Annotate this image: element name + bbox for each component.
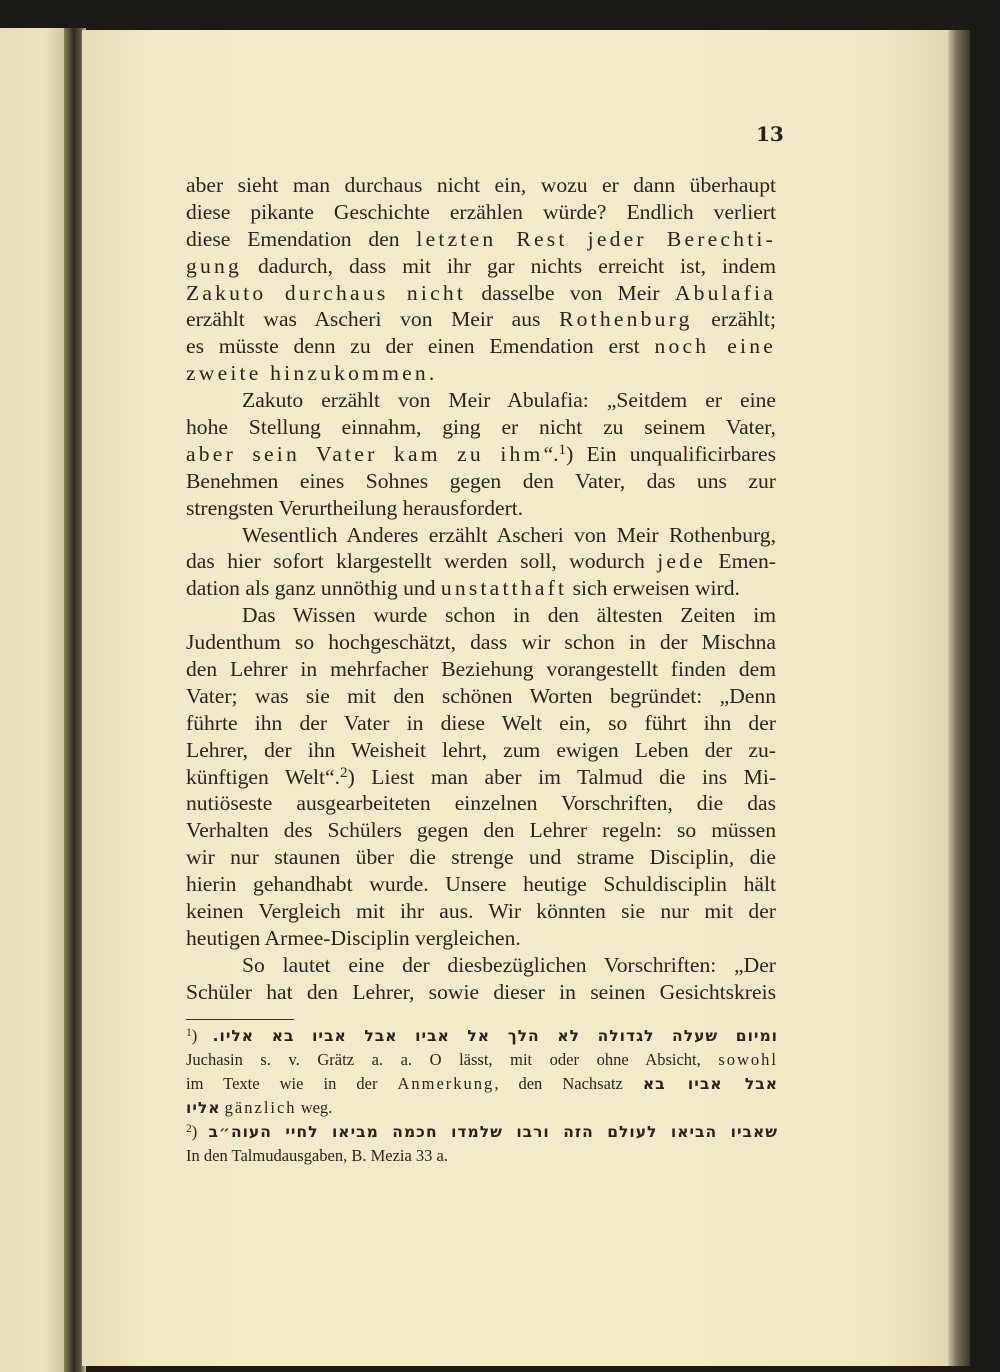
text-run: Lehrer, der ihn Weisheit lehrt, zum ewigen Leben der zu- xyxy=(186,737,776,762)
footnote-line xyxy=(186,1048,778,1072)
text-run: künftigen Welt“. xyxy=(186,764,341,789)
text-run: Vater; was sie mit den schönen Worten begründet: „Denn xyxy=(186,683,776,708)
text-run: noch eine xyxy=(654,334,776,359)
text-run: Wesentlich Anderes erzählt Ascheri von Meir Rothenburg, xyxy=(242,522,776,547)
text-line xyxy=(186,790,776,817)
text-run: den Lehrer in mehrfacher Beziehung vorangestellt finden dem xyxy=(186,657,776,682)
hebrew-quote: שאביו הביאו לעולם הזה ורבו שלמדו חכמה מביאו לחיי העוה״ב xyxy=(208,1123,778,1141)
footnote-marker: 1 xyxy=(186,1026,192,1039)
text-run: dation als ganz unnöthig und xyxy=(186,576,441,601)
text-run: es müsste denn zu der einen Emendation erst xyxy=(186,334,655,359)
text-run: unstatthaft xyxy=(440,576,568,601)
text-run: nutiöseste ausgearbeiteten einzelnen Vorschriften, die das xyxy=(186,791,776,816)
text-line xyxy=(186,387,776,414)
text-run: hohe Stellung einnahm, ging er nicht zu seinem Vater, xyxy=(186,415,776,440)
text-run: Anmerkung xyxy=(397,1074,495,1093)
hebrew-quote: אבל אביו בא xyxy=(642,1075,778,1093)
text-run: führte ihn der Vater in diese Welt ein, so führt ihn der xyxy=(186,710,776,735)
text-run: erzählt; xyxy=(692,307,776,332)
text-run: Judenthum so hochgeschätzt, dass wir schon in der Mischna xyxy=(186,630,776,655)
text-line xyxy=(186,360,776,387)
text-line xyxy=(186,737,776,764)
footnote-line xyxy=(186,1072,778,1096)
footnote-line xyxy=(186,1096,778,1120)
text-run: Zakuto durchaus nicht xyxy=(186,280,467,305)
text-line xyxy=(186,898,776,925)
text-line xyxy=(186,468,776,495)
text-line xyxy=(186,979,776,1006)
text-line xyxy=(186,710,776,737)
text-run: ) xyxy=(191,1026,213,1045)
text-run: “. xyxy=(543,441,559,466)
text-run: das hier sofort klargestellt werden soll, wodurch xyxy=(186,549,658,574)
text-run: strengsten Verurtheilung herausfordert. xyxy=(186,495,524,520)
text-run: heutigen Armee-Disciplin vergleichen. xyxy=(186,925,521,950)
text-line xyxy=(186,575,776,602)
footnote-marker: 1 xyxy=(558,442,567,459)
text-line xyxy=(186,226,776,253)
footnote-line xyxy=(186,1024,778,1048)
text-run: Juchasin s. v. Grätz a. a. O lässt, mit oder ohne Absicht, xyxy=(186,1050,719,1069)
text-line xyxy=(186,844,776,871)
text-run: dasselbe von Meir xyxy=(466,280,675,305)
text-line xyxy=(186,817,776,844)
text-run: Verhalten des Schülers gegen den Lehrer regeln: so müssen xyxy=(186,818,776,843)
text-run: sich erweisen wird. xyxy=(567,576,740,601)
text-line xyxy=(186,441,776,468)
text-run: zweite hinzukommen. xyxy=(186,361,438,386)
text-run: sowohl xyxy=(718,1050,778,1069)
text-run: ) Liest man aber im Talmud die ins Mi- xyxy=(347,764,776,789)
footnote-marker: 2 xyxy=(340,764,348,781)
text-line xyxy=(186,333,776,360)
facing-page-edge xyxy=(0,28,74,1372)
text-run: keinen Vergleich mit ihr aus. Wir könnten sie nur mit der xyxy=(186,899,776,924)
text-line xyxy=(186,172,776,199)
text-line xyxy=(186,199,776,226)
text-line xyxy=(186,871,776,898)
text-line xyxy=(186,952,776,979)
text-line xyxy=(186,925,776,952)
text-run: letzten Rest jeder Berechti- xyxy=(416,226,776,251)
text-run: aber sein Vater kam zu ihm xyxy=(186,441,544,466)
text-run: aber sieht man durchaus nicht ein, wozu er dann überhaupt xyxy=(186,173,776,197)
text-run: hierin gehandhabt wurde. Unsere heutige Schuldisciplin hält xyxy=(186,872,776,897)
text-run: In den Talmudausgaben, B. Mezia 33 a. xyxy=(186,1146,449,1165)
body-text xyxy=(186,172,776,1006)
text-run: gänzlich xyxy=(224,1098,297,1117)
text-run: ) Ein unqualificirbares xyxy=(566,441,776,466)
text-line xyxy=(186,280,776,307)
text-line xyxy=(186,253,776,280)
text-line xyxy=(186,306,776,333)
text-run: Zakuto erzählt von Meir Abulafia: „Seitdem er eine xyxy=(242,388,776,413)
footnote-marker: 2 xyxy=(186,1122,192,1135)
text-line xyxy=(186,495,776,522)
text-run: Abulafia xyxy=(674,280,776,305)
footnote-line xyxy=(186,1144,778,1168)
text-run: Das Wissen wurde schon in den ältesten Zeiten im xyxy=(242,603,776,628)
text-line xyxy=(186,602,776,629)
text-run: diese Emendation den xyxy=(186,226,417,251)
text-line xyxy=(186,414,776,441)
text-line xyxy=(186,548,776,575)
text-run: weg. xyxy=(296,1098,333,1117)
footnote-line xyxy=(186,1120,778,1144)
text-run: ) xyxy=(191,1122,209,1141)
text-line xyxy=(186,656,776,683)
hebrew-quote: ומיום שעלה לגדולה לא הלך אל אביו אבל אביו בא אליו. xyxy=(212,1027,778,1045)
text-line xyxy=(186,629,776,656)
text-run: wir nur staunen über die strenge und strame Disciplin, die xyxy=(186,845,776,870)
text-run: , den Nachsatz xyxy=(494,1074,643,1093)
text-run: erzählt was Ascheri von Meir aus xyxy=(186,307,560,332)
text-run: jede xyxy=(657,549,706,574)
text-run: diese pikante Geschichte erzählen würde? Endlich verliert xyxy=(186,199,776,224)
page-number: 13 xyxy=(756,122,784,146)
hebrew-quote: אליו xyxy=(186,1099,221,1117)
text-line xyxy=(186,683,776,710)
footnote-separator xyxy=(186,1019,294,1020)
text-run: Benehmen eines Sohnes gegen den Vater, das uns zur xyxy=(186,468,776,493)
text-run: So lautet eine der diesbezüglichen Vorschriften: „Der xyxy=(242,952,776,977)
text-run: gung xyxy=(186,253,242,278)
text-run: dadurch, dass mit ihr gar nichts erreicht ist, indem xyxy=(242,253,776,278)
text-line xyxy=(186,522,776,549)
text-line xyxy=(186,764,776,791)
text-run: Rothenburg xyxy=(559,307,693,332)
text-run: Schüler hat den Lehrer, sowie dieser in seinen Gesichtskreis xyxy=(186,979,776,1004)
footnotes xyxy=(186,1024,778,1168)
text-run: im Texte wie in der xyxy=(186,1074,398,1093)
text-run: Emen- xyxy=(705,549,776,574)
book-cover-edge xyxy=(948,30,970,1366)
